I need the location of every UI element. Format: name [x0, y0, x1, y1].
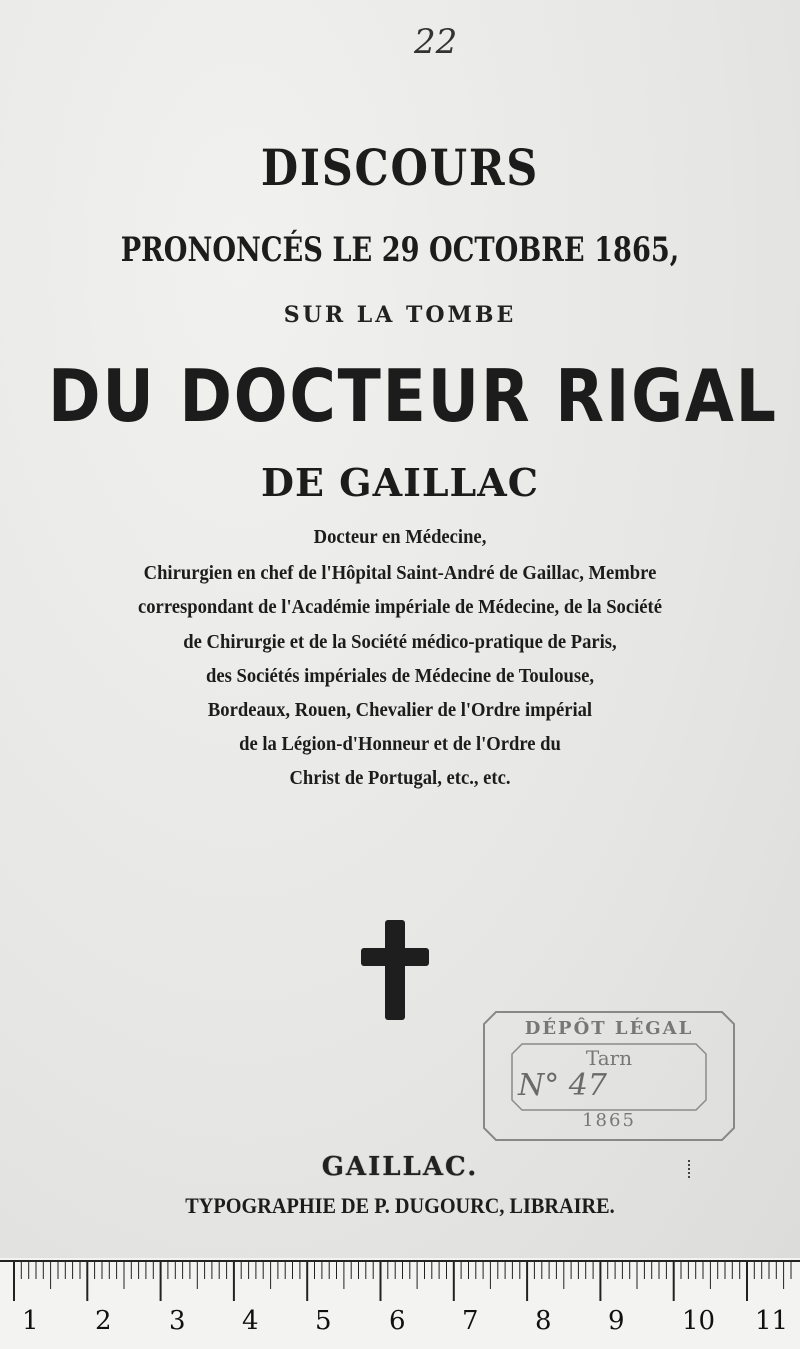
margin-mark: [688, 1160, 694, 1178]
cross-icon: [361, 920, 429, 1020]
measuring-ruler: [0, 1258, 800, 1349]
ruler-number: 6: [389, 1306, 406, 1336]
ruler-number: 11: [755, 1306, 789, 1336]
sur-la-tombe: SUR LA TOMBE: [283, 302, 517, 328]
imprint-city: GAILLAC.: [321, 1152, 479, 1182]
credential-line: des Sociétés impériales de Médecine de Toulouse,: [205, 665, 594, 687]
doctor-name: DU DOCTEUR RIGAL: [48, 354, 778, 438]
stamp-line-4: 1865: [582, 1110, 636, 1131]
credential-line: correspondant de l'Académie impériale de Médecine, de la Société: [138, 596, 662, 618]
place: DE GAILLAC: [260, 460, 540, 505]
stamp-line-2: Tarn: [585, 1046, 633, 1070]
depot-legal-stamp: [482, 1010, 736, 1142]
ruler-number: 5: [315, 1306, 332, 1336]
handwritten-number: 22: [414, 22, 458, 62]
credential-line: Christ de Portugal, etc., etc.: [289, 767, 511, 789]
ruler-number: 10: [682, 1306, 716, 1336]
title: DISCOURS: [260, 138, 540, 197]
credential-line: Docteur en Médecine,: [313, 526, 487, 548]
credential-line: de la Légion-d'Honneur et de l'Ordre du: [239, 733, 561, 755]
ruler-number: 7: [462, 1306, 479, 1336]
ruler-number: 8: [535, 1306, 552, 1336]
credential-line: Chirurgien en chef de l'Hôpital Saint-André de Gaillac, Membre: [143, 562, 657, 584]
subtitle: PRONONCÉS LE 29 OCTOBRE 1865,: [120, 230, 680, 270]
ruler-number: 1: [22, 1306, 39, 1336]
stamp-line-1: DÉPÔT LÉGAL: [524, 1018, 694, 1039]
ruler-number: 4: [242, 1306, 259, 1336]
stamp-line-3: N° 47: [518, 1068, 607, 1103]
credential-line: Bordeaux, Rouen, Chevalier de l'Ordre impérial: [207, 699, 593, 721]
ruler-number: 9: [608, 1306, 625, 1336]
ruler-number: 3: [169, 1306, 186, 1336]
ruler-number: 2: [95, 1306, 112, 1336]
imprint-printer: TYPOGRAPHIE DE P. DUGOURC, LIBRAIRE.: [185, 1193, 615, 1218]
credential-line: de Chirurgie et de la Société médico-pratique de Paris,: [183, 631, 617, 653]
